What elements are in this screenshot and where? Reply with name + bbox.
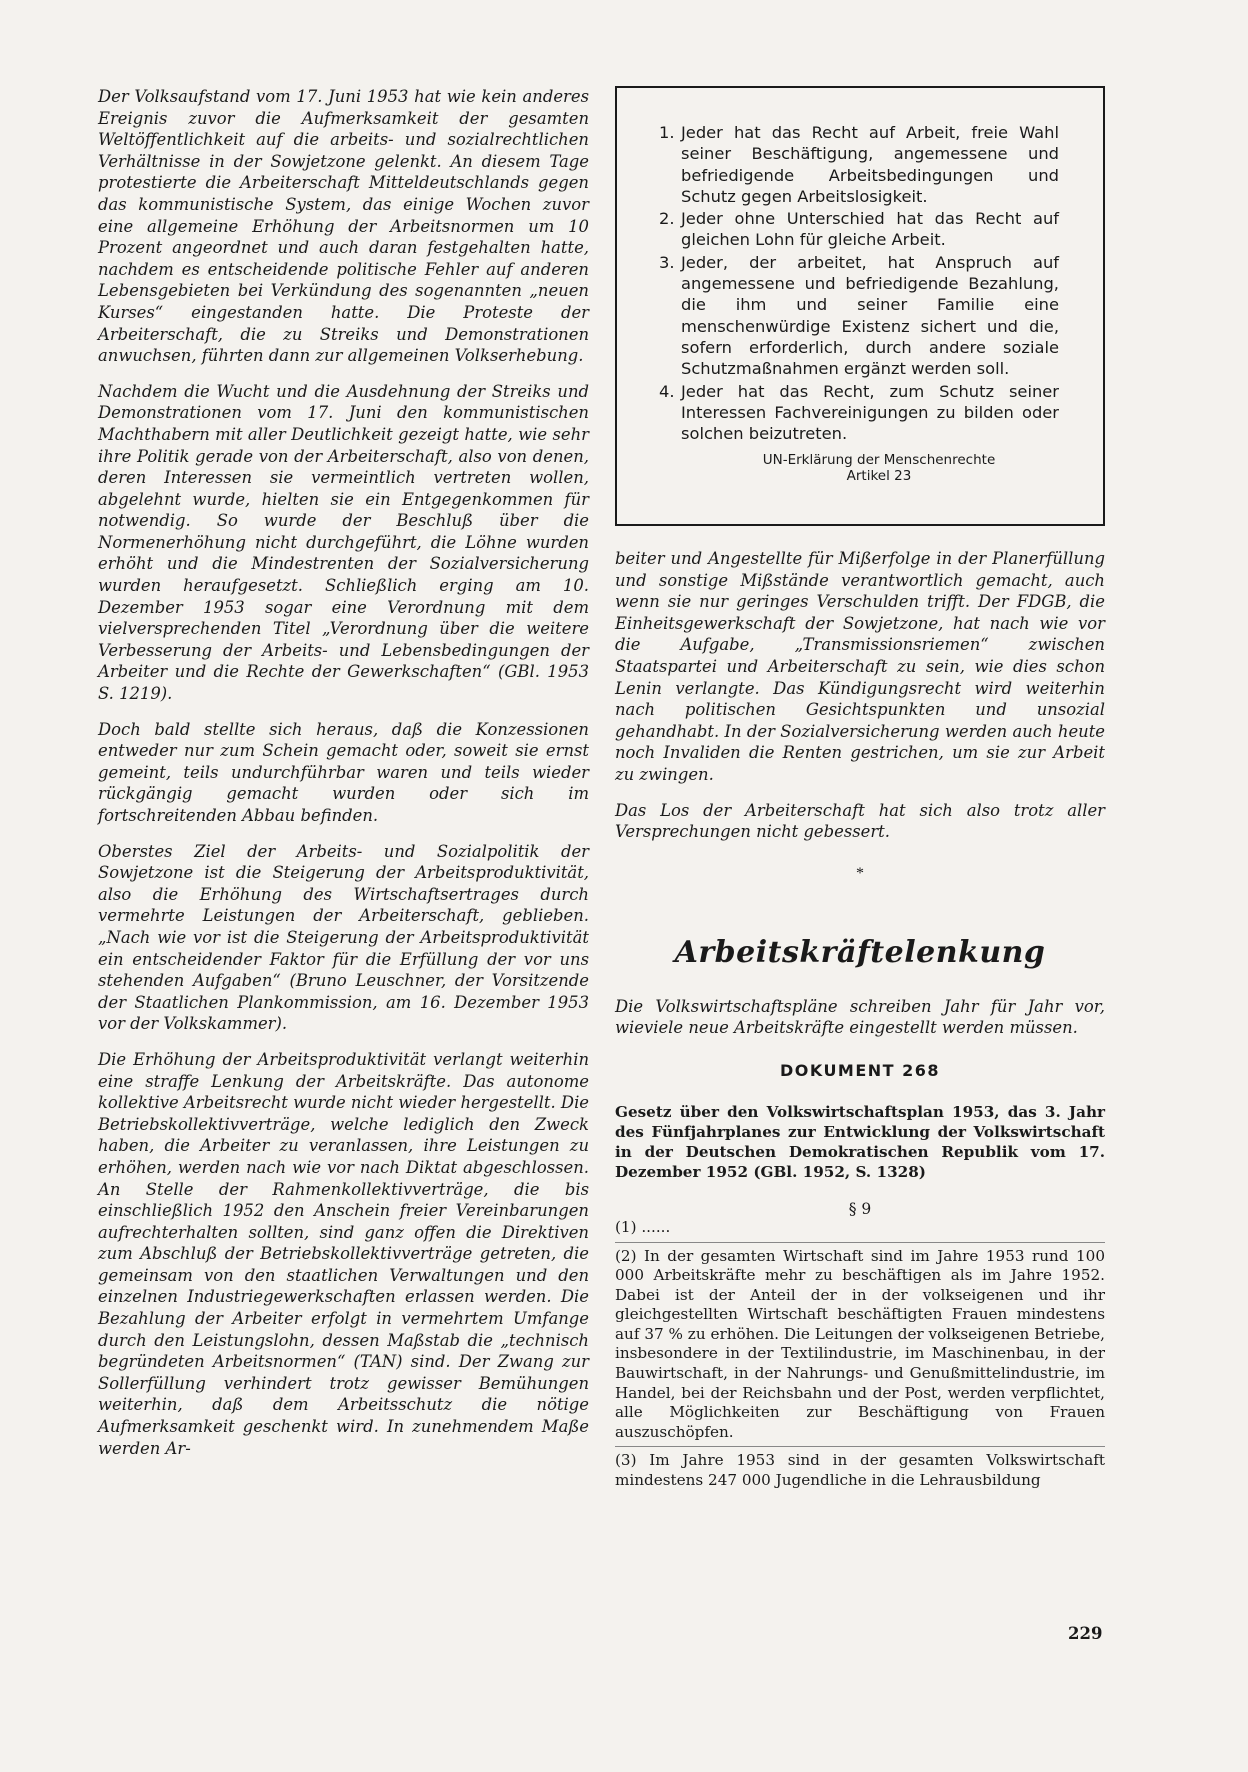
section-title: Arbeitskräftelenkung <box>674 934 1046 970</box>
divider-line <box>615 1242 1105 1243</box>
paragraph: Die Erhöhung der Arbeitsproduktivität verlangt weiterhin eine straffe Lenkung der Arbeitskräfte. Das autonome kollektive Arbeitsrecht wurde nicht wieder hergestellt. Die Betriebskollektivverträge, welche lediglich den Zweck haben, die Arbeiter zu veranlassen, ihre Leistungen zu erhöhen, werden nach wie vor nach Diktat abgeschlossen. An Stelle der Rahmenkollektivverträge, die bis einschließlich 1952 den Anschein freier Vereinbarungen aufrechterhalten sollten, sind ganz offen die Direktiven zum Abschluß der Betriebskollektivverträge getreten, die gemeinsam von den staatlichen Verwaltungen und den einzelnen Industriegewerkschaften erlassen werden. Die Bezahlung der Arbeiter erfolgt in vermehrtem Umfange durch den Leistungslohn, dessen Maßstab die „technisch begründeten Arbeitsnormen“ (TAN) sind. Der Zwang zur Sollerfüllung verhindert trotz gewisser Bemühungen weiterhin, daß dem Arbeitsschutz die nötige Aufmerksamkeit geschenkt wird. In zunehmendem Maße werden Ar- <box>98 1049 590 1458</box>
continuation-text <box>615 548 1105 843</box>
item-text: Jeder hat das Recht, zum Schutz seiner Interessen Fachvereinigungen zu bilden oder solchen beizutreten. <box>681 381 1059 444</box>
quote-source-line: UN-Erklärung der Menschenrechte <box>762 452 996 469</box>
law-paragraph: (2) In der gesamten Wirtschaft sind im Jahre 1953 rund 100 000 Arbeitskräfte mehr zu beschäftigen als im Jahre 1952. Dabei ist der Anteil der in der volkseigenen und ihr gleichgestellten Wirtschaft beschäftigten Frauen mindestens auf 37 % zu erhöhen. Die Leitungen der volkseigenen Betriebe, insbesondere in der Textilindustrie, im Maschinenbau, in der Bauwirtschaft, in der Nahrungs- und Genußmittelindustrie, im Handel, bei der Reichsbahn und der Post, werden verpflichtet, alle Möglichkeiten zur Beschäftigung von Frauen auszuschöpfen. <box>615 1246 1105 1441</box>
item-number: 1. <box>659 123 675 142</box>
list-item <box>659 252 1059 380</box>
divider-line <box>615 1446 1105 1447</box>
list-item <box>659 208 1059 251</box>
item-text: Jeder, der arbeitet, hat Anspruch auf angemessene und befriedigende Bezahlung, die ihm und seiner Familie eine menschenwürdige Existenz sichert und die, sofern erforderlich, durch andere soziale Schutzmaßnahmen ergänzt werden soll. <box>681 252 1059 379</box>
paragraph: Oberstes Ziel der Arbeits- und Sozialpolitik der Sowjetzone ist die Steigerung der Arbeitsproduktivität, also die Erhöhung des Wirtschaftsertrages durch vermehrte Leistungen der Arbeiterschaft, geblieben. „Nach wie vor ist die Steigerung der Arbeitsproduktivität ein entscheidender Faktor für die Erfüllung der vor uns stehenden Aufgaben“ (Bruno Leuschner, der Vorsitzende der Staatlichen Plankommission, am 16. Dezember 1953 vor der Volkskammer). <box>98 841 589 1034</box>
item-number: 3. <box>659 252 675 272</box>
list-item <box>659 381 1059 445</box>
item-number: 2. <box>659 209 675 229</box>
item-number: 4. <box>659 381 675 401</box>
paragraph: beiter und Angestellte für Mißerfolge in der Planerfüllung und sonstige Mißstände verantwortlich gemacht, auch wenn sie nur geringes Verschulden trifft. Der FDGB, die Einheitsgewerkschaft der Sowjetzone, hat nach wie vor die Aufgabe, „Transmissionsriemen“ zwischen Staatspartei und Arbeiterschaft zu sein, wie dies schon Lenin verlangte. Das Kündigungsrecht wird weiterhin nach politischen Gesichtspunkten und unsozial gehandhabt. In der Sozialversicherung werden auch heute noch Invaliden die Renten gestrichen, um sie zur Arbeit zu zwingen. <box>615 549 1105 784</box>
law-section-number: § 9 <box>848 1199 872 1218</box>
paragraph: Das Los der Arbeiterschaft hat sich also trotz aller Versprechungen nicht gebessert. <box>615 800 1105 842</box>
law-paragraph: (3) Im Jahre 1953 sind in der gesamten Volkswirtschaft mindestens 247 000 Jugendliche in die Lehrausbildung <box>615 1451 1105 1490</box>
item-text: Jeder ohne Unterschied hat das Recht auf gleichen Lohn für gleiche Arbeit. <box>681 209 1059 250</box>
list-item <box>659 122 1059 207</box>
section-lead: Die Volkswirtschaftspläne schreiben Jahr für Jahr vor, wieviele neue Arbeitskräfte eingestellt werden müssen. <box>615 996 1105 1038</box>
section-divider: * <box>856 864 864 882</box>
document-title: Gesetz über den Volkswirtschaftsplan 1953, das 3. Jahr des Fünfjahrplanes zur Entwicklung der Volkswirtschaft in der Deutschen Demokratischen Republik vom 17. Dezember 1952 (GBl. 1952, S. 1328) <box>615 1102 1105 1181</box>
quote-box <box>615 86 1105 526</box>
paragraph: Der Volksaufstand vom 17. Juni 1953 hat wie kein anderes Ereignis zuvor die Aufmerksamkeit der gesamten Weltöffentlichkeit auf die arbeits- und sozialrechtlichen Verhältnisse in der Sowjetzone gelenkt. An diesem Tage protestierte die Arbeiterschaft Mitteldeutschlands gegen das kommunistische System, das einige Wochen zuvor eine allgemeine Erhöhung der Arbeitsnormen um 10 Prozent angeordnet und auch daran festgehalten hatte, nachdem es entscheidende politische Fehler auf anderen Lebensgebieten bei Verkündung des sogenannten „neuen Kurses“ eingestanden hatte. Die Proteste der Arbeiterschaft, die zu Streiks und Demonstrationen anwuchsen, führten dann zur allgemeinen Volkserhebung. <box>98 87 589 366</box>
quote-source-line: Artikel 23 <box>846 468 912 485</box>
quote-source <box>699 452 1059 484</box>
page-number: 229 <box>1068 1624 1103 1643</box>
right-column <box>615 86 1105 1491</box>
article-list <box>659 122 1059 444</box>
law-paragraph: (1) ...... <box>615 1217 671 1236</box>
law-text <box>615 1218 1105 1491</box>
document-label: DOKUMENT 268 <box>779 1060 941 1080</box>
left-column <box>98 86 589 1473</box>
paragraph: Doch bald stellte sich heraus, daß die Konzessionen entweder nur zum Schein gemacht oder, soweit sie ernst gemeint, teils undurchführbar waren und teils wieder rückgängig gemacht wurden oder sich im fortschreitenden Abbau befinden. <box>98 719 589 825</box>
paragraph: Nachdem die Wucht und die Ausdehnung der Streiks und Demonstrationen vom 17. Juni den kommunistischen Machthabern mit aller Deutlichkeit gezeigt hatte, wie sehr ihre Politik gerade von der Arbeiterschaft, also von denen, deren Interessen sie vermeintlich vertreten wollen, abgelehnt wurde, hielten sie ein Entgegenkommen für notwendig. So wurde der Beschluß über die Normenerhöhung nicht durchgeführt, die Löhne wurden erhöht und die Mindestrenten der Sozialversicherung wurden heraufgesetzt. Schließlich erging am 10. Dezember 1953 sogar eine Verordnung mit dem vielversprechenden Titel „Verordnung über die weitere Verbesserung der Arbeits- und Lebensbedingungen der Arbeiter und die Rechte der Gewerkschaften“ (GBl. 1953 S. 1219). <box>98 381 589 704</box>
item-text: Jeder hat das Recht auf Arbeit, freie Wahl seiner Beschäftigung, angemessene und befriedigende Arbeitsbedingungen und Schutz gegen Arbeitslosigkeit. <box>681 123 1059 206</box>
